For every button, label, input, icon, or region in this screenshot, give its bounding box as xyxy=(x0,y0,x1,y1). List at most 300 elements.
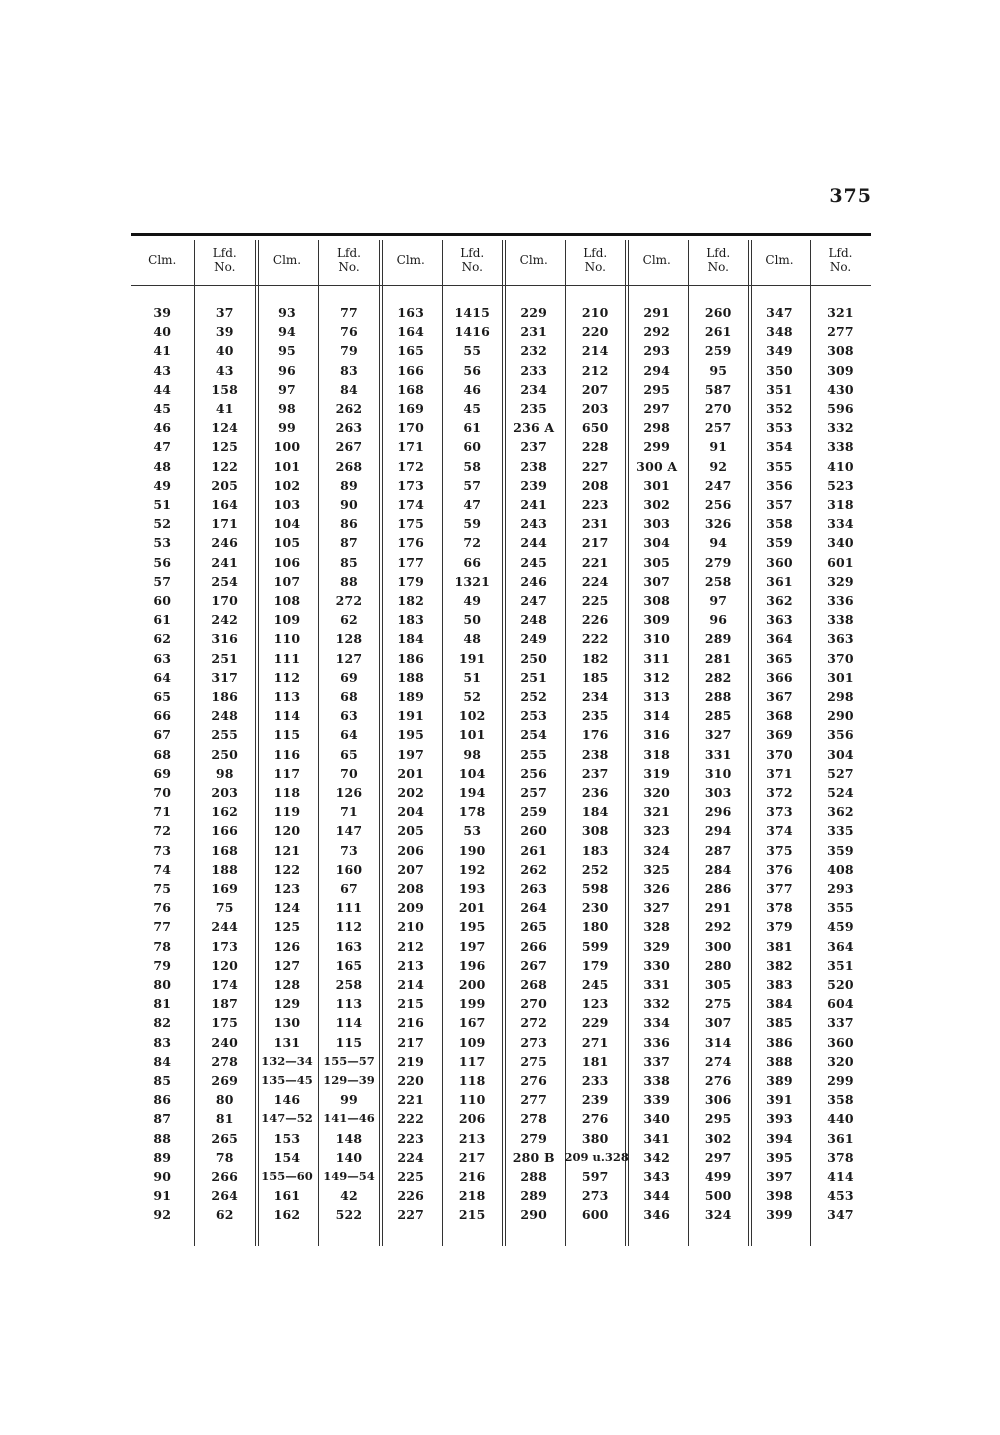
cell-clm: 325 xyxy=(643,861,671,877)
cell-clm: 341 xyxy=(643,1130,671,1146)
cell-clm: 197 xyxy=(397,746,425,762)
cell-clm: 96 xyxy=(278,362,296,378)
cell-clm: 247 xyxy=(520,593,548,608)
column-header-lfd xyxy=(194,240,257,280)
cell-lfd: 324 xyxy=(704,1207,732,1223)
cell-lfd: 239 xyxy=(581,1092,609,1108)
cell-clm: 206 xyxy=(397,842,425,858)
cell-clm: 277 xyxy=(520,1092,548,1108)
cell-clm: 179 xyxy=(397,573,425,589)
cell-clm: 165 xyxy=(397,343,425,359)
cell-clm: 279 xyxy=(520,1130,548,1146)
cell-clm: 280 B xyxy=(512,1149,555,1165)
cell-clm: 104 xyxy=(273,516,301,532)
cell-clm: 383 xyxy=(766,977,793,992)
cell-clm: 312 xyxy=(643,669,671,685)
cell-lfd: 334 xyxy=(827,516,854,532)
cell-clm: 373 xyxy=(766,804,793,820)
cell-clm: 293 xyxy=(643,343,671,359)
cell-lfd: 46 xyxy=(463,381,482,397)
cell-lfd: 329 xyxy=(827,573,854,589)
cell-lfd: 269 xyxy=(211,1073,239,1088)
cell-lfd: 98 xyxy=(463,746,482,762)
cell-clm: 103 xyxy=(273,497,301,512)
cell-clm: 356 xyxy=(766,477,793,493)
cell-lfd: 1416 xyxy=(454,324,491,340)
cell-lfd: 300 xyxy=(704,938,732,954)
column-header-lfd-line2: No. xyxy=(338,260,360,274)
cell-lfd: 73 xyxy=(340,842,358,858)
cell-lfd: 308 xyxy=(827,343,854,359)
cell-lfd: 201 xyxy=(458,900,486,916)
cell-clm: 90 xyxy=(153,1169,172,1184)
cell-lfd: 226 xyxy=(581,612,609,628)
cell-clm: 121 xyxy=(273,842,301,858)
cell-clm: 208 xyxy=(397,881,425,896)
cell-clm: 120 xyxy=(273,823,301,839)
cell-clm: 391 xyxy=(766,1092,793,1108)
cell-clm: 226 xyxy=(397,1188,425,1204)
cell-clm: 177 xyxy=(397,554,425,570)
cell-lfd: 289 xyxy=(704,631,732,647)
cell-clm: 291 xyxy=(643,305,671,320)
cell-lfd: 147 xyxy=(335,823,363,839)
cell-clm: 369 xyxy=(766,727,793,743)
cell-lfd: 380 xyxy=(581,1130,609,1146)
cell-lfd: 347 xyxy=(827,1207,854,1223)
cell-clm: 222 xyxy=(397,1111,425,1127)
cell-lfd: 191 xyxy=(458,650,486,666)
cell-clm: 346 xyxy=(643,1207,671,1223)
cell-lfd: 268 xyxy=(335,458,363,474)
cell-lfd: 52 xyxy=(463,689,482,704)
cell-clm: 123 xyxy=(273,881,301,896)
cell-clm: 210 xyxy=(397,919,425,935)
cell-clm: 166 xyxy=(397,362,425,378)
cell-clm: 301 xyxy=(643,477,671,493)
cell-clm: 191 xyxy=(397,708,425,724)
cell-lfd: 171 xyxy=(211,516,239,532)
cell-lfd: 296 xyxy=(704,804,732,820)
cell-lfd: 140 xyxy=(335,1149,363,1165)
column-header-clm xyxy=(749,240,810,280)
cell-lfd: 527 xyxy=(827,765,854,781)
cell-clm: 189 xyxy=(397,689,425,704)
cell-clm: 339 xyxy=(643,1092,671,1108)
cell-clm: 359 xyxy=(766,535,793,551)
cell-lfd: 40 xyxy=(215,343,234,359)
cell-clm: 236 A xyxy=(513,420,555,436)
cell-clm: 399 xyxy=(766,1207,793,1223)
cell-lfd: 83 xyxy=(340,362,358,378)
cell-lfd: 440 xyxy=(827,1111,854,1127)
cell-lfd: 307 xyxy=(704,1015,732,1031)
cell-lfd: 85 xyxy=(340,554,358,570)
cell-lfd: 259 xyxy=(704,343,732,359)
cell-clm: 243 xyxy=(520,516,548,532)
cell-lfd: 47 xyxy=(463,497,482,512)
cell-lfd: 197 xyxy=(458,938,486,954)
cell-clm: 328 xyxy=(643,919,671,935)
cell-clm: 78 xyxy=(153,938,172,954)
cell-clm: 101 xyxy=(273,458,301,474)
cell-lfd: 310 xyxy=(704,765,732,781)
cell-lfd: 220 xyxy=(581,324,609,340)
cell-clm: 182 xyxy=(397,593,425,608)
cell-clm: 154 xyxy=(273,1149,301,1165)
cell-lfd: 338 xyxy=(827,439,854,455)
cell-clm: 232 xyxy=(520,343,548,359)
cell-lfd: 67 xyxy=(340,881,358,896)
cell-clm: 366 xyxy=(766,669,793,685)
cell-lfd: 356 xyxy=(827,727,854,743)
cell-clm: 254 xyxy=(520,727,548,743)
cell-clm: 234 xyxy=(520,381,548,397)
cell-lfd: 110 xyxy=(458,1092,486,1108)
cell-lfd: 97 xyxy=(709,593,728,608)
cell-lfd: 292 xyxy=(704,919,732,935)
cell-lfd: 523 xyxy=(827,477,854,493)
cell-lfd: 72 xyxy=(463,535,482,551)
cell-clm: 216 xyxy=(397,1015,425,1031)
column-header-clm-label: Clm. xyxy=(519,253,548,267)
cell-lfd: 245 xyxy=(581,977,609,992)
cell-clm: 329 xyxy=(643,938,671,954)
cell-lfd: 270 xyxy=(704,401,732,416)
cell-clm: 83 xyxy=(153,1034,172,1050)
cell-clm: 52 xyxy=(153,516,172,532)
cell-clm: 303 xyxy=(643,516,671,532)
cell-clm: 362 xyxy=(766,593,793,608)
cell-clm: 62 xyxy=(153,631,172,647)
cell-clm: 270 xyxy=(520,996,548,1012)
cell-clm: 245 xyxy=(520,554,548,570)
cell-lfd: 320 xyxy=(827,1053,854,1069)
cell-lfd: 363 xyxy=(827,631,854,647)
cell-lfd: 360 xyxy=(827,1034,854,1050)
cell-lfd: 215 xyxy=(458,1207,486,1223)
cell-clm: 394 xyxy=(766,1130,793,1146)
cell-clm: 217 xyxy=(397,1034,425,1050)
cell-lfd: 98 xyxy=(215,765,234,781)
cell-clm: 106 xyxy=(273,554,301,570)
cell-clm: 289 xyxy=(520,1188,548,1204)
cell-clm: 56 xyxy=(153,554,172,570)
cell-clm: 183 xyxy=(397,612,425,628)
cell-clm: 308 xyxy=(643,593,671,608)
cell-clm: 304 xyxy=(643,535,671,551)
cell-lfd: 229 xyxy=(581,1015,609,1031)
cell-lfd: 308 xyxy=(581,823,609,839)
cell-lfd: 321 xyxy=(827,305,854,320)
cell-lfd: 90 xyxy=(340,497,358,512)
cell-clm: 295 xyxy=(643,381,671,397)
cell-clm: 244 xyxy=(520,535,548,551)
cell-clm: 251 xyxy=(520,669,548,685)
cell-clm: 397 xyxy=(766,1169,793,1184)
cell-lfd: 87 xyxy=(340,535,358,551)
cell-lfd: 182 xyxy=(581,650,609,666)
cell-clm: 316 xyxy=(643,727,671,743)
cell-clm: 171 xyxy=(397,439,425,455)
cell-lfd: 186 xyxy=(211,689,239,704)
cell-lfd: 355 xyxy=(827,900,854,916)
cell-lfd: 62 xyxy=(340,612,358,628)
column-header-clm xyxy=(256,240,318,280)
cell-clm: 261 xyxy=(520,842,548,858)
cell-lfd: 112 xyxy=(335,919,363,935)
cell-lfd: 303 xyxy=(704,785,732,800)
cell-clm: 227 xyxy=(397,1207,425,1223)
cell-lfd: 217 xyxy=(458,1149,486,1165)
column-header-lfd-line2: No. xyxy=(707,260,729,274)
cell-clm: 343 xyxy=(643,1169,671,1184)
column-header-lfd-line2: No. xyxy=(214,260,236,274)
cell-clm: 323 xyxy=(643,823,671,839)
cell-lfd: 167 xyxy=(458,1015,486,1031)
cell-clm: 264 xyxy=(520,900,548,916)
cell-lfd: 149—54 xyxy=(323,1169,375,1183)
cell-clm: 130 xyxy=(273,1015,301,1031)
cell-clm: 77 xyxy=(153,919,172,935)
cell-lfd: 225 xyxy=(581,593,609,608)
cell-clm: 347 xyxy=(766,305,793,320)
cell-clm: 214 xyxy=(397,977,425,992)
cell-lfd: 597 xyxy=(581,1169,609,1184)
cell-clm: 69 xyxy=(153,765,172,781)
cell-clm: 168 xyxy=(397,381,425,397)
cell-clm: 297 xyxy=(643,401,671,416)
cell-clm: 125 xyxy=(273,919,301,935)
cell-lfd: 256 xyxy=(704,497,732,512)
cell-lfd: 51 xyxy=(463,669,482,685)
cell-lfd: 587 xyxy=(704,381,732,397)
cell-clm: 321 xyxy=(643,804,671,820)
cell-clm: 350 xyxy=(766,362,793,378)
cell-clm: 174 xyxy=(397,497,425,512)
cell-clm: 153 xyxy=(273,1130,301,1146)
cell-lfd: 285 xyxy=(704,708,732,724)
column-header-lfd xyxy=(442,240,504,280)
cell-lfd: 277 xyxy=(827,324,854,340)
cell-clm: 202 xyxy=(397,785,425,800)
cell-clm: 388 xyxy=(766,1053,793,1069)
cell-clm: 128 xyxy=(273,977,301,992)
cell-lfd: 237 xyxy=(581,765,609,781)
cell-clm: 172 xyxy=(397,458,425,474)
cell-clm: 259 xyxy=(520,804,548,820)
column-header-lfd-line1: Lfd. xyxy=(828,246,853,260)
cell-lfd: 499 xyxy=(704,1169,732,1184)
cell-lfd: 235 xyxy=(581,708,609,724)
cell-lfd: 174 xyxy=(211,977,239,992)
cell-lfd: 522 xyxy=(335,1207,363,1223)
cell-clm: 257 xyxy=(520,785,548,800)
cell-lfd: 267 xyxy=(335,439,363,455)
cell-clm: 81 xyxy=(153,996,172,1012)
cell-lfd: 520 xyxy=(827,977,854,992)
cell-lfd: 408 xyxy=(827,861,854,877)
cell-clm: 332 xyxy=(643,996,671,1012)
cell-clm: 268 xyxy=(520,977,548,992)
cell-clm: 355 xyxy=(766,458,793,474)
cell-lfd: 286 xyxy=(704,881,732,896)
cell-lfd: 263 xyxy=(335,420,363,436)
cell-lfd: 123 xyxy=(581,996,609,1012)
cell-clm: 60 xyxy=(153,593,172,608)
cell-clm: 384 xyxy=(766,996,793,1012)
cell-clm: 310 xyxy=(643,631,671,647)
cell-lfd: 351 xyxy=(827,957,854,973)
cell-lfd: 318 xyxy=(827,497,854,512)
cell-lfd: 223 xyxy=(581,497,609,512)
column-header-clm-label: Clm. xyxy=(642,253,671,267)
cell-clm: 186 xyxy=(397,650,425,666)
cell-lfd: 55 xyxy=(463,343,482,359)
cell-clm: 212 xyxy=(397,938,425,954)
cell-lfd: 173 xyxy=(211,938,239,954)
cell-lfd: 170 xyxy=(211,593,239,608)
cell-lfd: 118 xyxy=(458,1073,486,1088)
cell-lfd: 309 xyxy=(827,362,854,378)
cell-lfd: 196 xyxy=(458,957,486,973)
column-header-lfd-line1: Lfd. xyxy=(337,246,361,260)
cell-lfd: 141—46 xyxy=(323,1111,375,1126)
cell-lfd: 205 xyxy=(211,477,239,493)
cell-lfd: 272 xyxy=(335,593,363,608)
cell-clm: 246 xyxy=(520,573,548,589)
cell-lfd: 60 xyxy=(463,439,482,455)
cell-clm: 342 xyxy=(643,1149,671,1165)
cell-clm: 105 xyxy=(273,535,301,551)
cell-lfd: 340 xyxy=(827,535,854,551)
cell-lfd: 230 xyxy=(581,900,609,916)
cell-lfd: 76 xyxy=(340,324,358,340)
cell-lfd: 179 xyxy=(581,957,609,973)
cell-lfd: 280 xyxy=(704,957,732,973)
cell-clm: 161 xyxy=(273,1188,301,1204)
cell-clm: 393 xyxy=(766,1111,793,1127)
cell-clm: 364 xyxy=(766,631,793,647)
cell-clm: 67 xyxy=(153,727,172,743)
cell-lfd: 459 xyxy=(827,919,854,935)
cell-lfd: 88 xyxy=(340,573,358,589)
cell-clm: 314 xyxy=(643,708,671,724)
cell-lfd: 242 xyxy=(211,612,239,628)
cell-clm: 89 xyxy=(153,1149,172,1165)
cell-lfd: 257 xyxy=(704,420,732,436)
column-header-clm xyxy=(131,240,194,280)
cell-lfd: 206 xyxy=(458,1111,486,1127)
cell-clm: 53 xyxy=(153,535,172,551)
cell-lfd: 193 xyxy=(458,881,486,896)
cell-lfd: 278 xyxy=(211,1053,239,1069)
cell-lfd: 221 xyxy=(581,554,609,570)
cell-clm: 300 A xyxy=(636,458,678,474)
column-header-clm-label: Clm. xyxy=(272,253,302,267)
cell-lfd: 453 xyxy=(827,1188,854,1204)
cell-lfd: 293 xyxy=(827,881,854,896)
cell-lfd: 327 xyxy=(704,727,732,743)
column-header-lfd-line1: Lfd. xyxy=(706,246,731,260)
cell-clm: 122 xyxy=(273,861,301,877)
cell-clm: 249 xyxy=(520,631,548,647)
cell-lfd: 169 xyxy=(211,881,239,896)
cell-lfd: 162 xyxy=(211,804,239,820)
cell-clm: 88 xyxy=(153,1130,172,1146)
cell-lfd: 337 xyxy=(827,1015,854,1031)
cell-lfd: 224 xyxy=(581,573,609,589)
cell-clm: 237 xyxy=(520,439,548,455)
cell-lfd: 50 xyxy=(463,612,482,628)
cell-lfd: 115 xyxy=(335,1034,363,1050)
cell-clm: 80 xyxy=(153,977,172,992)
cell-lfd: 297 xyxy=(704,1149,732,1165)
cell-lfd: 302 xyxy=(704,1130,732,1146)
cell-lfd: 258 xyxy=(335,977,363,992)
cell-clm: 70 xyxy=(153,785,172,800)
cell-clm: 205 xyxy=(397,823,425,839)
cell-lfd: 304 xyxy=(827,746,854,762)
cell-lfd: 338 xyxy=(827,612,854,628)
cell-clm: 267 xyxy=(520,957,548,973)
column-header-lfd xyxy=(565,240,627,280)
cell-lfd: 314 xyxy=(704,1034,732,1050)
column-header-lfd-line2: No. xyxy=(829,260,852,274)
cell-clm: 57 xyxy=(153,573,172,589)
cell-lfd: 127 xyxy=(335,650,363,666)
cell-clm: 313 xyxy=(643,689,671,704)
cell-clm: 340 xyxy=(643,1111,671,1127)
cell-lfd: 317 xyxy=(211,669,239,685)
cell-clm: 248 xyxy=(520,612,548,628)
cell-lfd: 213 xyxy=(458,1130,486,1146)
cell-clm: 224 xyxy=(397,1149,425,1165)
cell-clm: 288 xyxy=(520,1169,548,1184)
cell-lfd: 287 xyxy=(704,842,732,858)
cell-lfd: 305 xyxy=(704,977,732,992)
page-number: 375 xyxy=(829,185,872,207)
cell-clm: 127 xyxy=(273,957,301,973)
cell-clm: 326 xyxy=(643,881,671,896)
cell-clm: 239 xyxy=(520,477,548,493)
cell-lfd: 42 xyxy=(340,1188,358,1204)
cell-clm: 98 xyxy=(278,401,296,416)
cell-clm: 71 xyxy=(153,804,172,820)
cell-lfd: 227 xyxy=(581,458,609,474)
cell-clm: 119 xyxy=(273,804,301,820)
cell-lfd: 291 xyxy=(704,900,732,916)
cell-lfd: 66 xyxy=(463,554,482,570)
column-header-lfd-line1: Lfd. xyxy=(212,246,237,260)
cell-clm: 386 xyxy=(766,1034,793,1050)
cell-clm: 61 xyxy=(153,612,172,628)
cell-clm: 175 xyxy=(397,516,425,532)
cell-lfd: 234 xyxy=(581,689,609,704)
cell-clm: 207 xyxy=(397,861,425,877)
top-rule xyxy=(131,233,871,236)
cell-lfd: 598 xyxy=(581,881,609,896)
cell-clm: 385 xyxy=(766,1015,793,1031)
cell-lfd: 48 xyxy=(463,631,482,647)
cell-clm: 43 xyxy=(153,362,172,378)
cell-lfd: 250 xyxy=(211,746,239,762)
cell-clm: 64 xyxy=(153,669,172,685)
cell-lfd: 71 xyxy=(340,804,358,820)
cell-lfd: 86 xyxy=(340,516,358,532)
cell-lfd: 265 xyxy=(211,1130,239,1146)
cell-lfd: 414 xyxy=(827,1169,854,1184)
